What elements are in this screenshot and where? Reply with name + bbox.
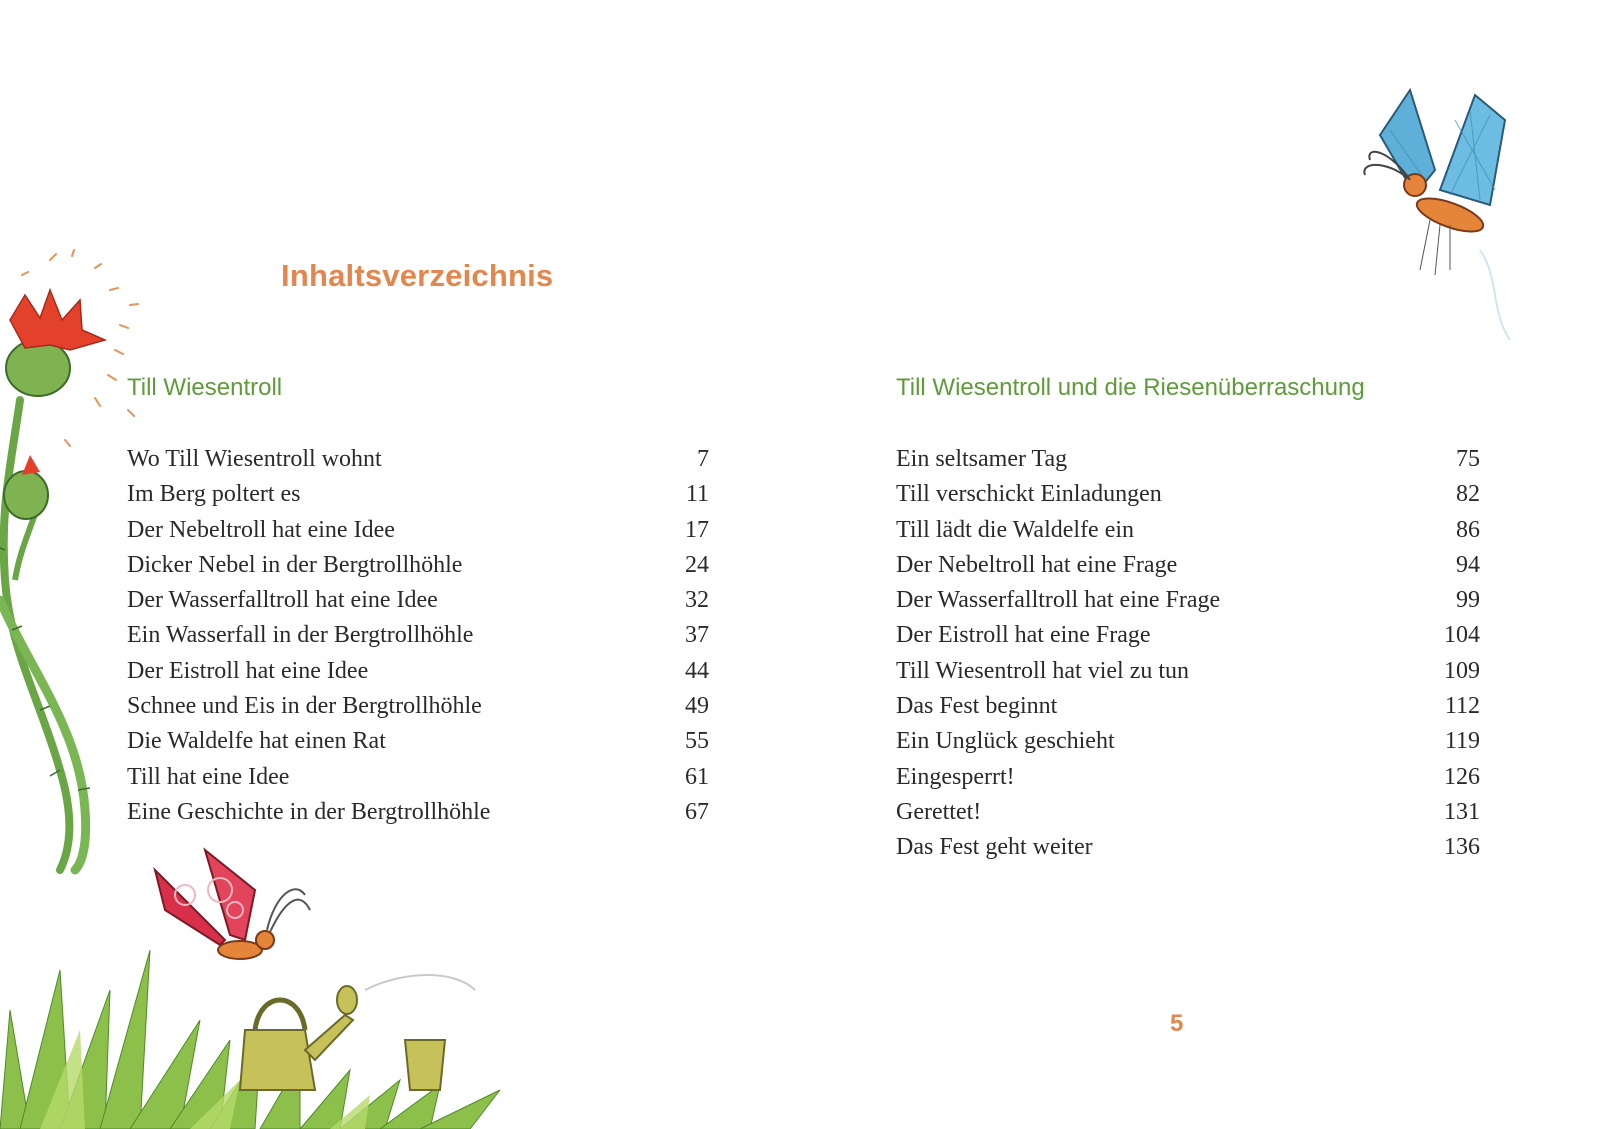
toc-entry-page: 49 <box>685 693 709 720</box>
section-title: Till Wiesentroll <box>127 374 283 401</box>
toc-entry-label: Wo Till Wiesentroll wohnt <box>127 446 382 472</box>
toc-entry <box>127 724 709 759</box>
toc-entry-page: 37 <box>685 622 709 649</box>
toc-entry-label: Ein seltsamer Tag <box>896 446 1068 472</box>
toc-entry-label: Till verschickt Einladungen <box>896 481 1162 508</box>
toc-entry <box>896 689 1480 724</box>
toc-entry-label: Der Eistroll hat eine Idee <box>127 657 369 684</box>
toc-entry <box>896 583 1480 618</box>
toc-entry-page: 99 <box>1456 587 1480 614</box>
toc-entry <box>127 760 709 795</box>
toc-entry <box>127 689 709 724</box>
toc-entry <box>896 513 1480 548</box>
page-title: Inhaltsverzeichnis <box>281 258 554 293</box>
toc-entry-label: Der Wasserfalltroll hat eine Frage <box>896 587 1221 614</box>
toc-entry <box>127 618 709 653</box>
toc-entry-page: 112 <box>1444 693 1480 720</box>
toc-entry <box>127 477 709 512</box>
toc-entry-label: Der Eistroll hat eine Frage <box>896 622 1151 649</box>
toc-section-till-wiesentroll <box>127 372 709 830</box>
toc-entry <box>896 795 1480 830</box>
toc-entry-page: 44 <box>685 657 709 684</box>
toc-entry-page: 55 <box>685 728 709 755</box>
toc-entry-label: Der Nebeltroll hat eine Frage <box>896 551 1178 578</box>
toc-entry <box>896 442 1480 477</box>
toc-entry-label: Der Wasserfalltroll hat eine Idee <box>127 587 438 614</box>
toc-entry-page: 136 <box>1444 834 1480 861</box>
toc-entry <box>896 618 1480 653</box>
toc-entry-label: Eingesperrt! <box>896 763 1015 790</box>
red-butterfly-illustration <box>145 850 325 990</box>
toc-entry-page: 24 <box>685 551 709 578</box>
toc-entry-page: 82 <box>1456 481 1480 508</box>
toc-entry-label: Till Wiesentroll hat viel zu tun <box>896 657 1190 684</box>
toc-entry <box>896 477 1480 512</box>
toc-entry-page: 86 <box>1456 516 1480 543</box>
toc-entry-label: Schnee und Eis in der Bergtrollhöhle <box>127 693 482 720</box>
toc-entry-label: Der Nebeltroll hat eine Idee <box>127 516 395 543</box>
blue-butterfly-illustration <box>1360 80 1560 350</box>
toc-entry-page: 67 <box>685 798 709 825</box>
toc-entry <box>127 513 709 548</box>
toc-entry-page: 126 <box>1444 763 1480 790</box>
toc-entry <box>127 795 709 830</box>
toc-entry <box>127 654 709 689</box>
page-number: 5 <box>1170 1010 1184 1037</box>
toc-entry-label: Dicker Nebel in der Bergtrollhöhle <box>127 551 463 578</box>
toc-entry <box>896 760 1480 795</box>
toc-entry-label: Die Waldelfe hat einen Rat <box>127 728 386 755</box>
toc-entry-page: 17 <box>685 516 709 543</box>
toc-entry-label: Eine Geschichte in der Bergtrollhöhle <box>127 798 491 825</box>
toc-entry-label: Till hat eine Idee <box>127 763 290 790</box>
toc-entry <box>127 442 709 477</box>
toc-entry-page: 61 <box>685 763 709 790</box>
toc-entry-page: 11 <box>685 481 709 508</box>
toc-entry <box>127 583 709 618</box>
toc-entry <box>896 830 1480 865</box>
toc-entry-page: 94 <box>1456 551 1480 578</box>
toc-entry-label: Gerettet! <box>896 798 982 825</box>
toc-entry-page: 119 <box>1444 728 1480 755</box>
toc-entry-page: 75 <box>1456 446 1480 472</box>
toc-entry-label: Ein Unglück geschieht <box>896 728 1115 755</box>
toc-entry <box>896 548 1480 583</box>
toc-list <box>896 442 1480 866</box>
toc-entry-page: 131 <box>1444 798 1480 825</box>
toc-entry-page: 109 <box>1444 657 1480 684</box>
toc-entry-label: Till lädt die Waldelfe ein <box>896 516 1135 543</box>
toc-entry <box>896 724 1480 759</box>
toc-entry-label: Das Fest beginnt <box>896 693 1058 720</box>
toc-entry-page: 7 <box>697 446 709 472</box>
toc-entry-label: Das Fest geht weiter <box>896 834 1093 861</box>
toc-entry-page: 104 <box>1444 622 1480 649</box>
toc-list <box>127 442 709 830</box>
toc-section-riesenueberraschung <box>896 372 1480 866</box>
toc-entry-label: Ein Wasserfall in der Bergtrollhöhle <box>127 622 474 649</box>
toc-entry-page: 32 <box>685 587 709 614</box>
section-title: Till Wiesentroll und die Riesenüberraschung <box>896 374 1365 401</box>
toc-entry <box>127 548 709 583</box>
toc-entry <box>896 654 1480 689</box>
toc-entry-label: Im Berg poltert es <box>127 481 301 508</box>
